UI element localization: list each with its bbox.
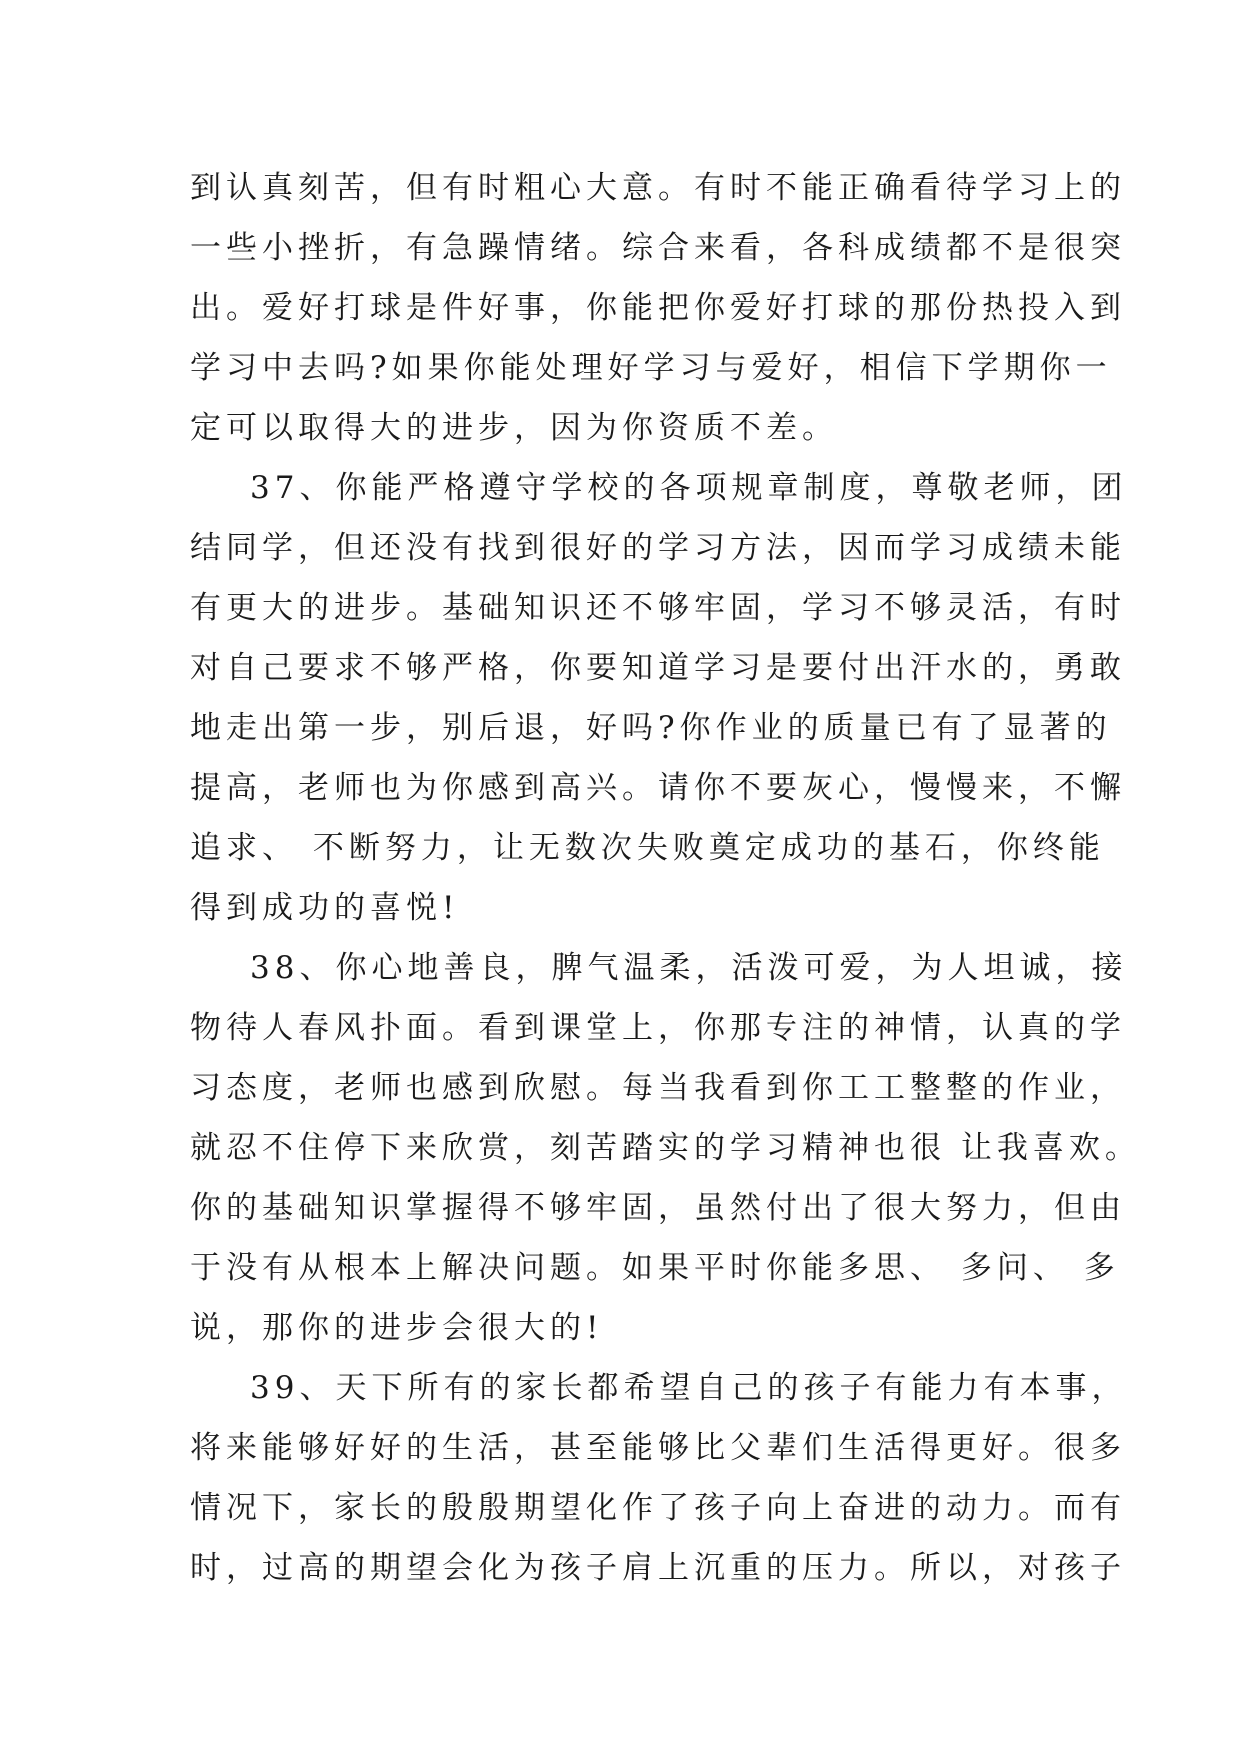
text-line: 结同学，但还没有找到很好的学习方法，因而学习成绩未能: [190, 530, 1126, 566]
paragraph-start-39: 39、天下所有的家长都希望自己的孩子有能力有本事，: [250, 1370, 1128, 1406]
text-line: 情况下，家长的殷殷期望化作了孩子向上奋进的动力。而有: [190, 1490, 1126, 1526]
text-line: 得到成功的喜悦!: [190, 890, 460, 926]
text-line: 将来能够好好的生活，甚至能够比父辈们生活得更好。很多: [190, 1430, 1126, 1466]
text-line: 到认真刻苦，但有时粗心大意。有时不能正确看待学习上的: [190, 170, 1126, 206]
paragraph-start-38: 38、你心地善良，脾气温柔，活泼可爱，为人坦诚，接: [250, 950, 1128, 986]
text-line: 出。爱好打球是件好事，你能把你爱好打球的那份热投入到: [190, 290, 1126, 326]
text-line: 学习中去吗?如果你能处理好学习与爱好，相信下学期你一: [190, 350, 1112, 386]
text-line: 时，过高的期望会化为孩子肩上沉重的压力。所以，对孩子: [190, 1550, 1126, 1586]
text-line: 就忍不住停下来欣赏，刻苦踏实的学习精神也很 让我喜欢。: [190, 1130, 1141, 1166]
text-line: 有更大的进步。基础知识还不够牢固，学习不够灵活，有时: [190, 590, 1126, 626]
text-line: 对自己要求不够严格，你要知道学习是要付出汗水的，勇敢: [190, 650, 1126, 686]
text-line: 地走出第一步，别后退，好吗?你作业的质量已有了显著的: [190, 710, 1112, 746]
text-line: 你的基础知识掌握得不够牢固，虽然付出了很大努力，但由: [190, 1190, 1126, 1226]
text-line: 一些小挫折，有急躁情绪。综合来看，各科成绩都不是很突: [190, 230, 1126, 266]
text-line: 于没有从根本上解决问题。如果平时你能多思、 多问、 多: [190, 1250, 1120, 1286]
text-line: 定可以取得大的进步，因为你资质不差。: [190, 410, 838, 446]
text-line: 说，那你的进步会很大的!: [190, 1310, 604, 1346]
document-body: [190, 158, 1141, 1598]
text-line: 习态度，老师也感到欣慰。每当我看到你工工整整的作业，: [190, 1070, 1126, 1106]
text-line: 追求、 不断努力，让无数次失败奠定成功的基石，你终能: [190, 830, 1105, 866]
text-line: 提高，老师也为你感到高兴。请你不要灰心，慢慢来，不懈: [190, 770, 1126, 806]
text-line: 物待人春风扑面。看到课堂上，你那专注的神情，认真的学: [190, 1010, 1126, 1046]
paragraph-start-37: 37、你能严格遵守学校的各项规章制度，尊敬老师，团: [250, 470, 1128, 506]
